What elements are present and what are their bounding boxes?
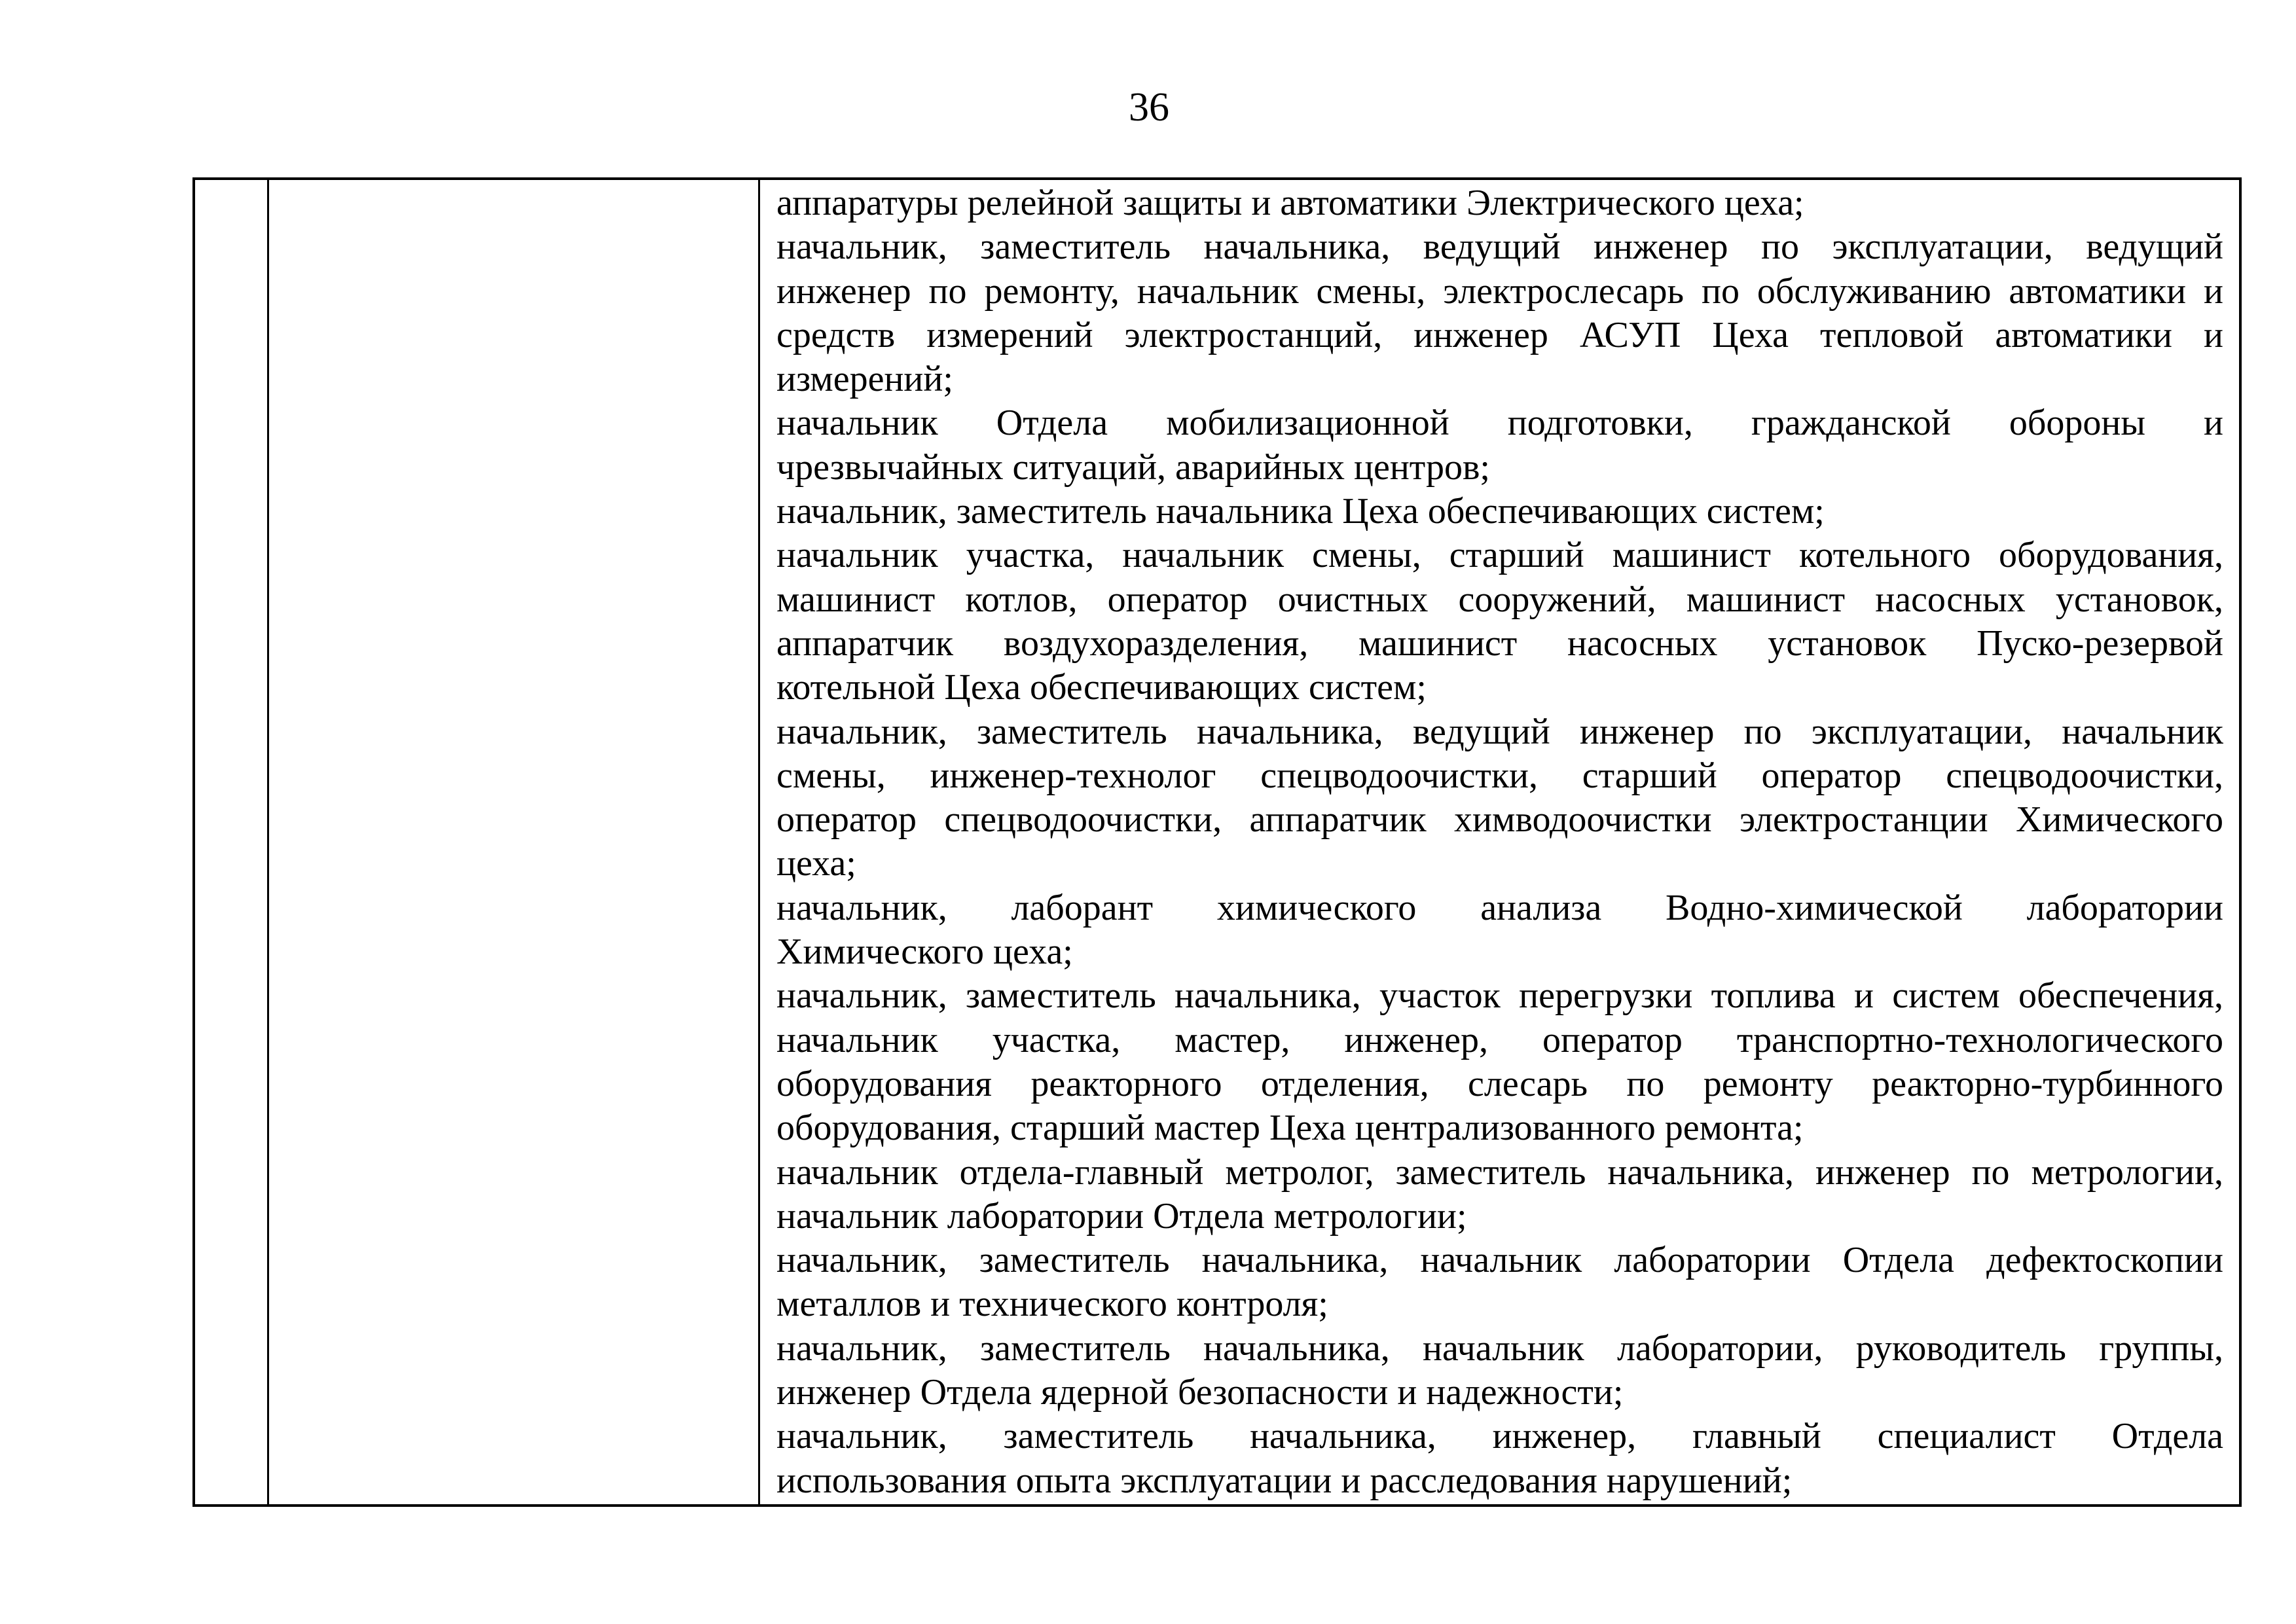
table-text-line: начальник, заместитель начальника, участок перегрузки топлива и систем обеспечения, xyxy=(776,975,2223,1017)
table-text-line: начальник отдела-главный метролог, заместитель начальника, инженер по метрологии, xyxy=(776,1151,2223,1193)
table-text-line: Химического цеха; xyxy=(776,931,1073,973)
table-text-line: котельной Цеха обеспечивающих систем; xyxy=(776,667,1427,708)
table-text-line: измерений; xyxy=(776,359,953,400)
table-text-line: начальник, заместитель начальника, начальник лаборатории Отдела дефектоскопии xyxy=(776,1240,2223,1281)
table-text-line: оборудования, старший мастер Цеха централизованного ремонта; xyxy=(776,1108,1804,1149)
table-text-line: оборудования реакторного отделения, слесарь по ремонту реакторно-турбинного xyxy=(776,1063,2223,1104)
table-text-line: цеха; xyxy=(776,843,856,884)
table-text-line: средств измерений электростанций, инженер АСУП Цеха тепловой автоматики и xyxy=(776,314,2223,355)
page-number: 36 xyxy=(1129,85,1169,130)
table-text-line: начальник Отдела мобилизационной подготовки, гражданской обороны и xyxy=(776,403,2223,444)
table-text-line: начальник, заместитель начальника, ведущий инженер по эксплуатации, ведущий xyxy=(776,226,2223,268)
table-text-line: начальник, заместитель начальника, начальник лаборатории, руководитель группы, xyxy=(776,1327,2223,1369)
table-text-line: инженер Отдела ядерной безопасности и надежности; xyxy=(776,1372,1624,1413)
table-text-line: металлов и технического контроля; xyxy=(776,1284,1328,1325)
table-text-line: начальник, заместитель начальника Цеха обеспечивающих систем; xyxy=(776,491,1825,532)
table-text-line: аппаратуры релейной защиты и автоматики Электрического цеха; xyxy=(776,183,1804,223)
table-text-line: начальник участка, начальник смены, старший машинист котельного оборудования, xyxy=(776,535,2223,576)
table-text-line: инженер по ремонту, начальник смены, электрослесарь по обслуживанию автоматики и xyxy=(776,270,2223,312)
table-text-line: начальник участка, мастер, инженер, оператор транспортно-технологического xyxy=(776,1019,2223,1060)
table-text-line: начальник лаборатории Отдела метрологии; xyxy=(776,1195,1467,1236)
table-text-line: начальник, заместитель начальника, ведущий инженер по эксплуатации, начальник xyxy=(776,711,2223,752)
table-text-line: начальник, заместитель начальника, инженер, главный специалист Отдела xyxy=(776,1416,2223,1457)
table-column-divider-1 xyxy=(267,180,269,1504)
table-text-line: аппаратчик воздухоразделения, машинист насосных установок Пуско-резервой xyxy=(776,623,2223,664)
table-content-cell xyxy=(776,180,2223,1503)
table-text-line: чрезвычайных ситуаций, аварийных центров; xyxy=(776,446,1490,488)
table-text-line: оператор спецводоочистки, аппаратчик химводоочистки электростанции Химического xyxy=(776,799,2223,840)
table-text-line: использования опыта эксплуатации и расследования нарушений; xyxy=(776,1460,1793,1501)
table-text-line: смены, инженер-технолог спецводоочистки, старший оператор спецводоочистки, xyxy=(776,755,2223,796)
table-text-line: машинист котлов, оператор очистных сооружений, машинист насосных установок, xyxy=(776,579,2223,620)
table-column-divider-2 xyxy=(758,180,760,1504)
document-table xyxy=(192,177,2242,1507)
table-text-line: начальник, лаборант химического анализа Водно-химической лаборатории xyxy=(776,887,2223,928)
